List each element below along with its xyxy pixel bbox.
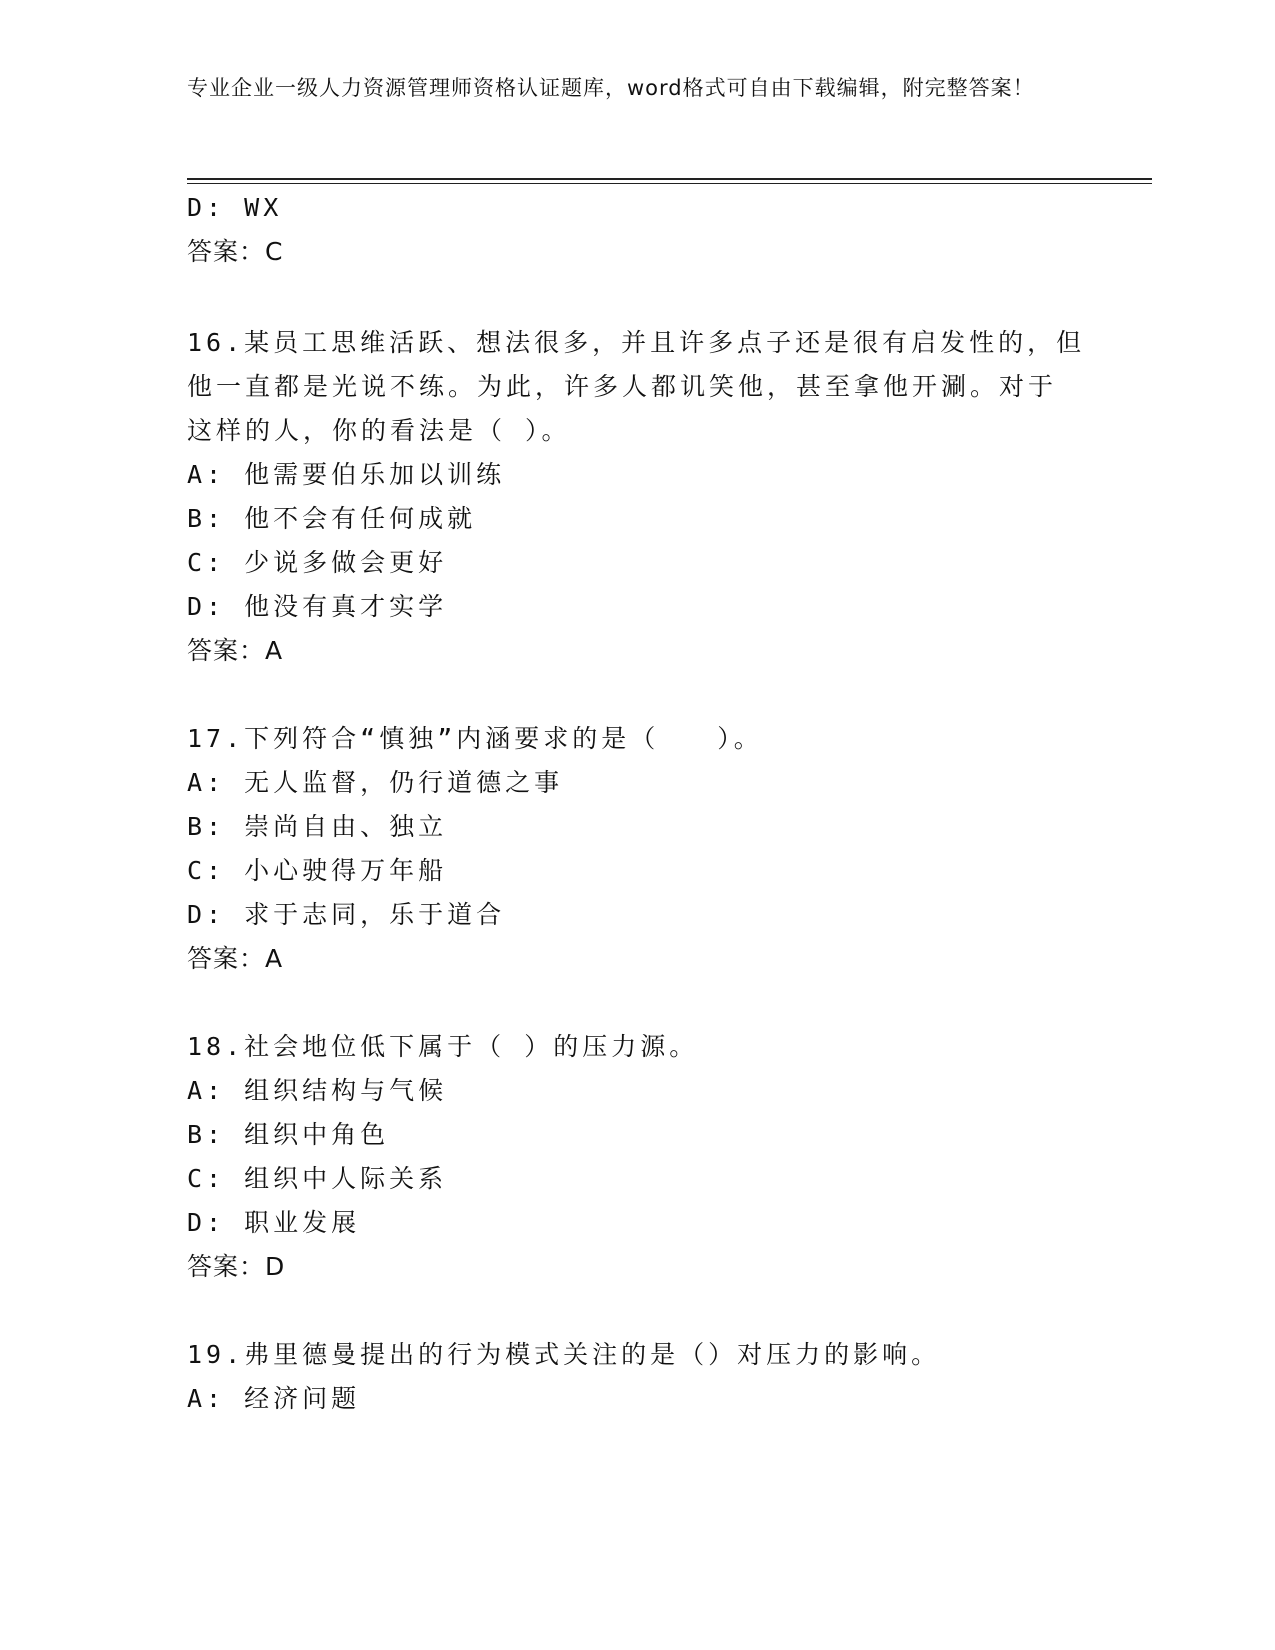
option-b: B: 崇尚自由、独立	[187, 812, 448, 841]
question-stem: 17.下列符合“慎独”内涵要求的是（ ）。	[187, 724, 763, 753]
option-a: A: 组织结构与气候	[187, 1076, 448, 1105]
option-a: A: 经济问题	[187, 1384, 361, 1413]
answer: 答案：D	[187, 1252, 286, 1281]
option-d: D: 职业发展	[187, 1208, 361, 1237]
question-stem: 19.弗里德曼提出的行为模式关注的是（）对压力的影响。	[187, 1340, 941, 1369]
answer: 答案：A	[187, 636, 284, 665]
header-divider	[187, 178, 1152, 180]
question-stem: 16.某员工思维活跃、想法很多，并且许多点子还是很有启发性的，但	[187, 328, 1086, 357]
option-c: C: 组织中人际关系	[187, 1164, 448, 1193]
option-d: D: 求于志同，乐于道合	[187, 900, 506, 929]
option-b: B: 他不会有任何成就	[187, 504, 477, 533]
option-b: B: 组织中角色	[187, 1120, 390, 1149]
option-c: C: 少说多做会更好	[187, 548, 448, 577]
question-stem: 18.社会地位低下属于（ ）的压力源。	[187, 1032, 699, 1061]
page-header: 专业企业一级人力资源管理师资格认证题库，word格式可自由下载编辑，附完整答案！	[187, 76, 1035, 100]
answer: 答案：A	[187, 944, 284, 973]
answer: 答案：C	[187, 237, 284, 266]
question-stem: 这样的人，你的看法是（ ）。	[187, 416, 571, 445]
option-a: A: 无人监督，仍行道德之事	[187, 768, 564, 797]
option-a: A: 他需要伯乐加以训练	[187, 460, 506, 489]
option-d: D: WX	[187, 193, 283, 222]
header-divider-thin	[187, 183, 1152, 184]
question-stem: 他一直都是光说不练。为此，许多人都讥笑他，甚至拿他开涮。对于	[187, 372, 1058, 401]
option-d: D: 他没有真才实学	[187, 592, 448, 621]
option-c: C: 小心驶得万年船	[187, 856, 448, 885]
